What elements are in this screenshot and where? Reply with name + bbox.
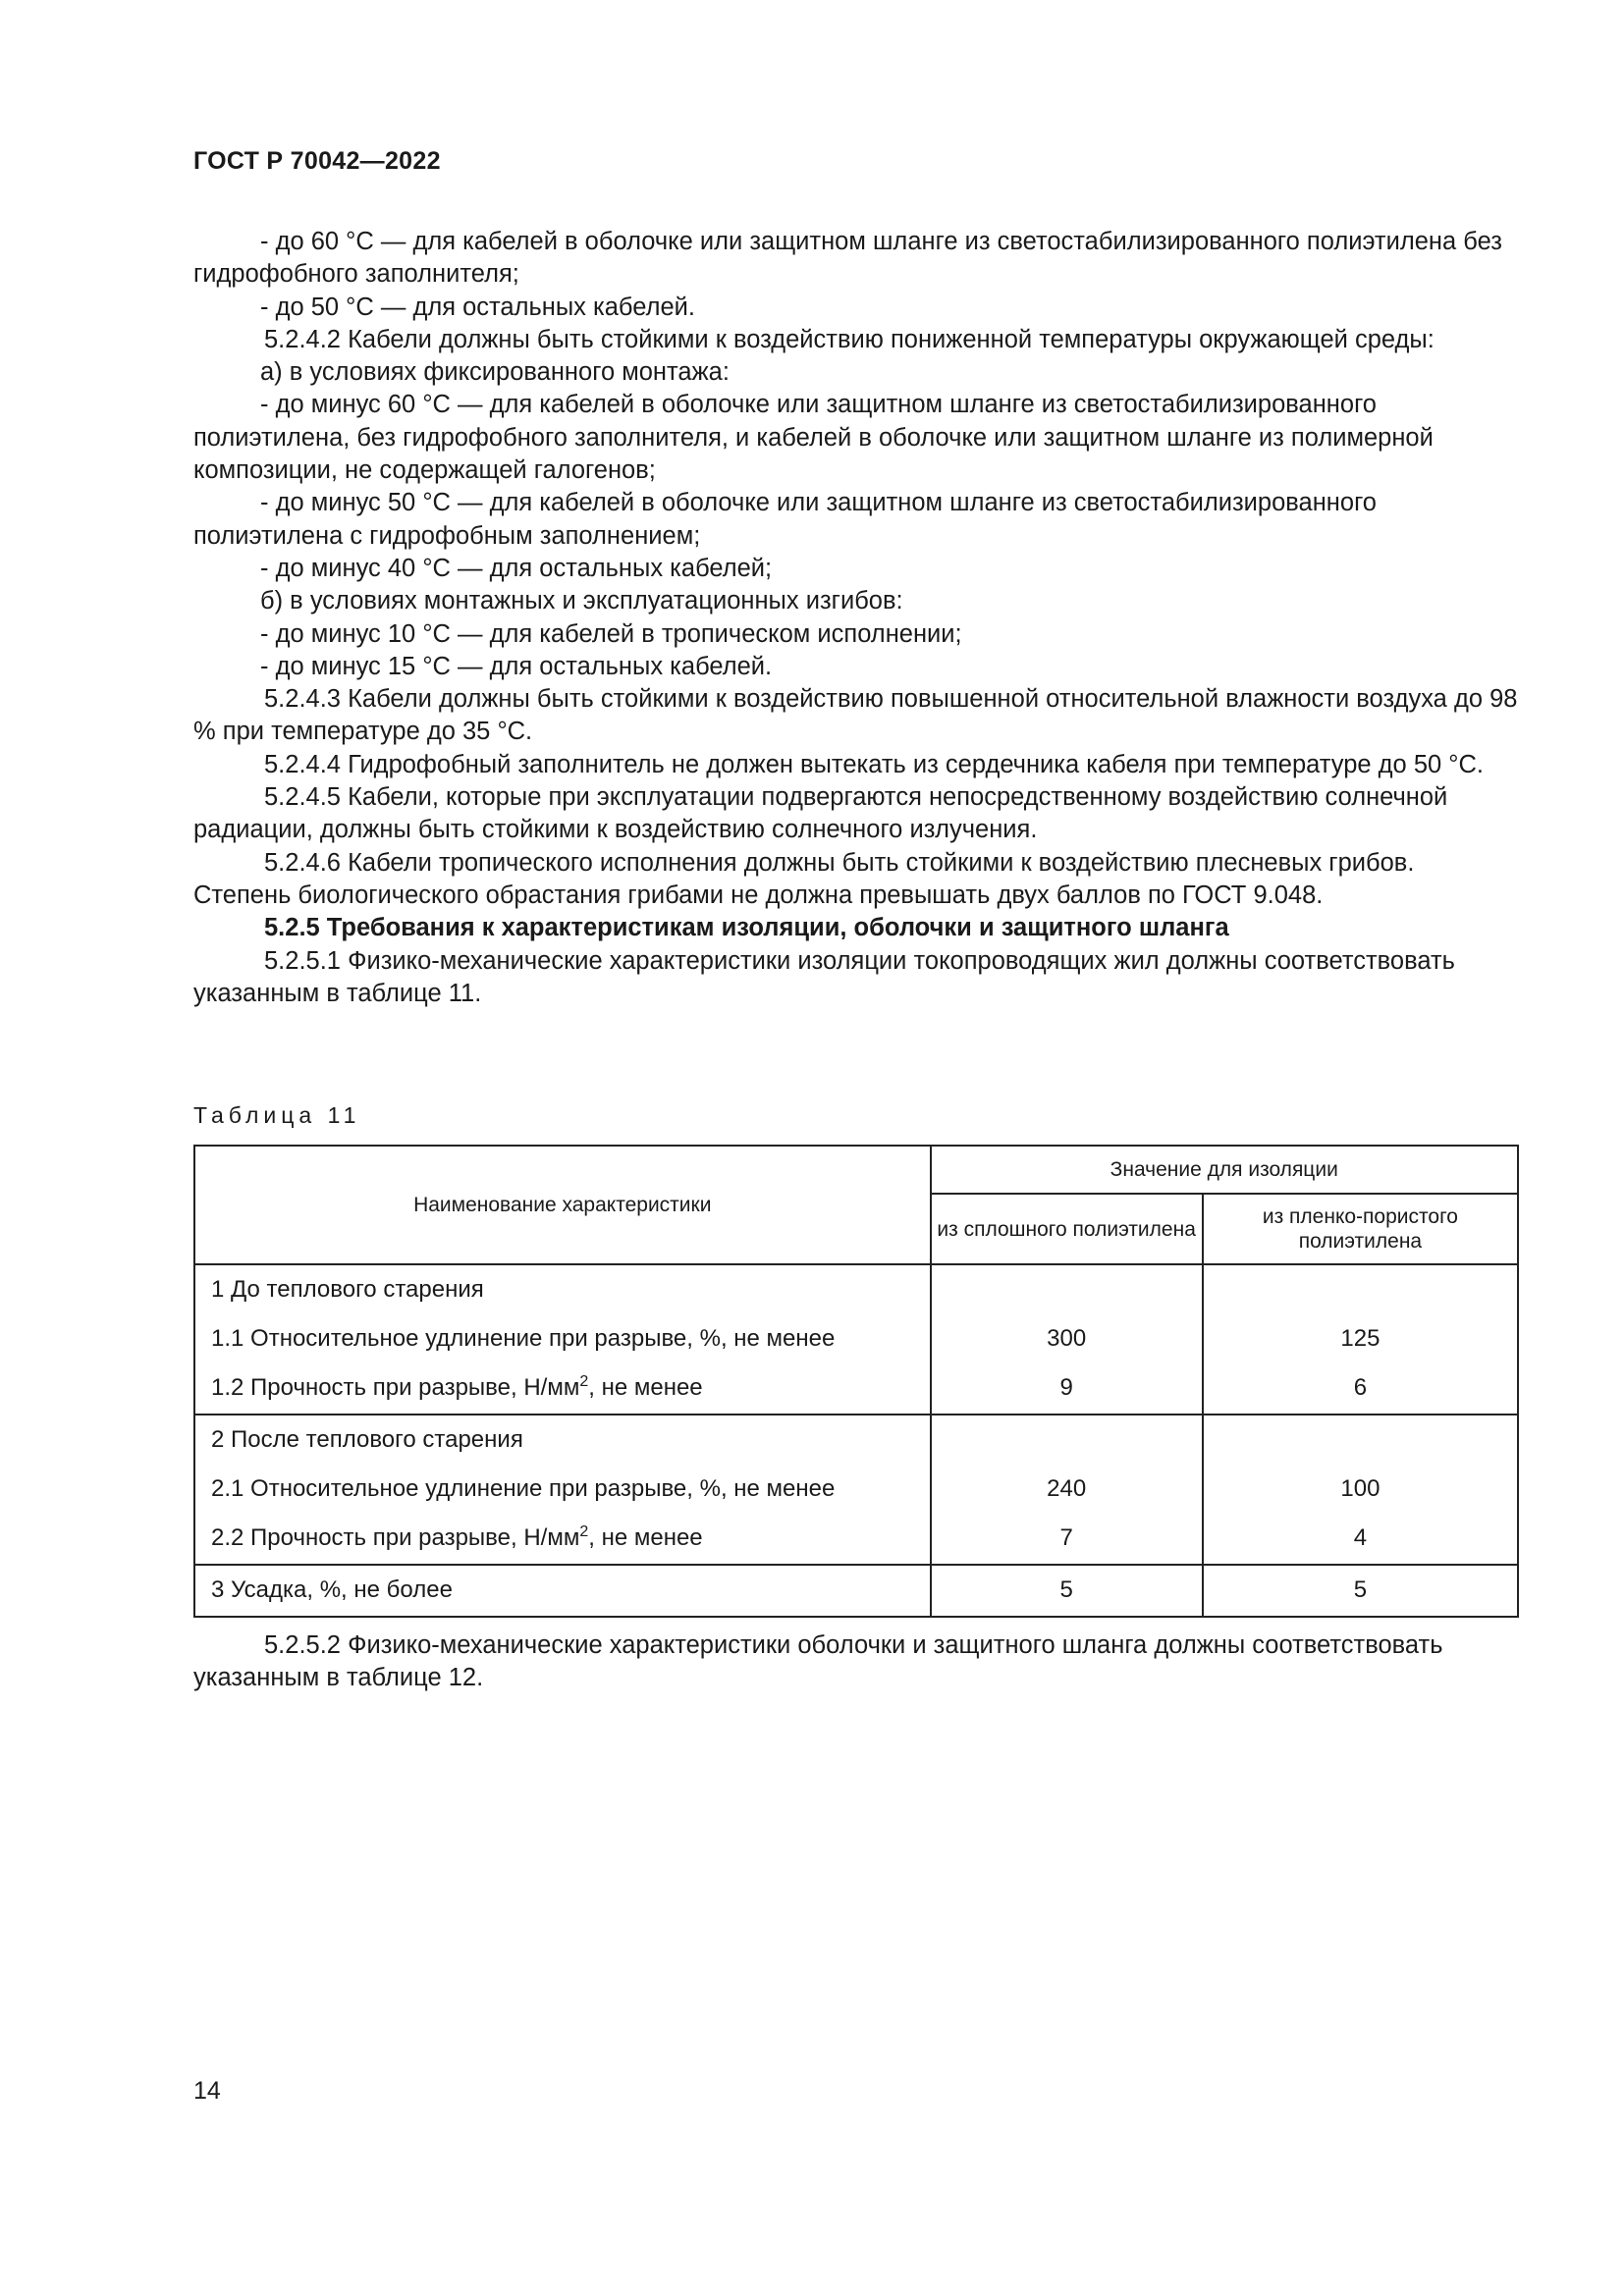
table-11 [193,1145,1519,1618]
paragraph: 5.2.4.5 Кабели, которые при эксплуатации подвергаются непосредственному воздействию солнечной радиации, должны быть стойкими к воздействию солнечного излучения. [193,783,1448,844]
cell-value: 240 [1047,1475,1087,1502]
cell-value: 9 [1059,1374,1073,1401]
paragraph: а) в условиях фиксированного монтажа: [260,358,730,387]
paragraph: - до минус 40 °C — для остальных кабелей; [260,554,773,582]
paragraph: 5.2.5.1 Физико-механические характеристики изоляции токопроводящих жил должны соответствовать указанным в таблице 11. [193,946,1455,1007]
row-title: 3 Усадка, %, не более [211,1576,453,1603]
table-row [194,1415,1518,1565]
table-row [194,1264,1518,1415]
header-col1: из сплошного полиэтилена [931,1194,1203,1264]
row-title: 1 До теплового старения [211,1276,484,1303]
paragraph: 5.2.4.4 Гидрофобный заполнитель не должен вытекать из сердечника кабеля при температуре до 50 °C. [264,750,1484,778]
row-names-group3 [194,1565,931,1617]
row-name: 2.1 Относительное удлинение при разрыве, %, не менее [211,1475,836,1502]
values-col1-group2 [931,1415,1203,1565]
row-names-group1 [194,1264,931,1415]
values-col1-group1 [931,1264,1203,1415]
cell-value: 125 [1340,1325,1380,1352]
cell-value: 100 [1340,1475,1380,1502]
header-group: Значение для изоляции [931,1146,1519,1194]
table-row [194,1565,1518,1617]
values-col2-group3 [1203,1565,1518,1617]
row-names-group2 [194,1415,931,1565]
row-name: 1.2 Прочность при разрыве, $Н/мм^2$, не менее [211,1373,703,1401]
paragraph: - до 50 °C — для остальных кабелей. [260,293,695,321]
paragraph: б) в условиях монтажных и эксплуатационных изгибов: [260,587,903,615]
cell-value: 7 [1059,1524,1073,1551]
page-number: 14 [193,2077,221,2105]
row-title: 2 После теплового старения [211,1426,523,1453]
cell-value: 6 [1353,1374,1368,1401]
cell-value: 4 [1353,1524,1368,1551]
paragraph: - до минус 60 °C — для кабелей в оболочке или защитном шланге из светостабилизированного полиэтилена, без гидрофобного заполнителя, и кабелей в оболочке или защитном шланге из полимерной композиции, не содержащей галогенов; [193,391,1434,485]
cell-value: 5 [1059,1576,1073,1603]
values-col2-group1 [1203,1264,1518,1415]
row-name: 1.1 Относительное удлинение при разрыве, %, не менее [211,1325,836,1352]
paragraph: 5.2.4.2 Кабели должны быть стойкими к воздействию пониженной температуры окружающей среды: [264,325,1435,353]
paragraph: 5.2.4.3 Кабели должны быть стойкими к воздействию повышенной относительной влажности воздуха до 98 % при температуре до 35 °C. [193,685,1518,746]
cell-value: 5 [1353,1576,1368,1603]
document-header: ГОСТ Р 70042—2022 [193,147,441,175]
paragraph: 5.2.4.6 Кабели тропического исполнения должны быть стойкими к воздействию плесневых грибов. Степень биологического обрастания грибами не должна превышать двух баллов по ГОСТ 9.048. [193,848,1415,909]
paragraph: - до минус 50 °C — для кабелей в оболочке или защитном шланге из светостабилизированного полиэтилена с гидрофобным заполнением; [193,489,1377,550]
values-col2-group2 [1203,1415,1518,1565]
header-name: Наименование характеристики [194,1146,931,1264]
section-heading: 5.2.5 Требования к характеристикам изоляции, оболочки и защитного шланга [264,914,1229,942]
header-col2: из пленко-пористого полиэтилена [1203,1194,1518,1264]
paragraph: - до минус 15 °C — для остальных кабелей. [260,652,773,680]
body-text [193,226,1518,1010]
paragraph: 5.2.5.2 Физико-механические характеристики оболочки и защитного шланга должны соответствовать указанным в таблице 12. [193,1631,1443,1692]
after-table-text [193,1629,1518,1695]
cell-value: 300 [1047,1325,1087,1352]
row-name: 2.2 Прочность при разрыве, $Н/мм^2$, не менее [211,1523,703,1551]
table-caption: Таблица 11 [193,1102,361,1128]
values-col1-group3 [931,1565,1203,1617]
paragraph: - до 60 °C — для кабелей в оболочке или защитном шланге из светостабилизированного полиэтилена без гидрофобного заполнителя; [193,228,1502,289]
paragraph: - до минус 10 °C — для кабелей в тропическом исполнении; [260,619,962,648]
